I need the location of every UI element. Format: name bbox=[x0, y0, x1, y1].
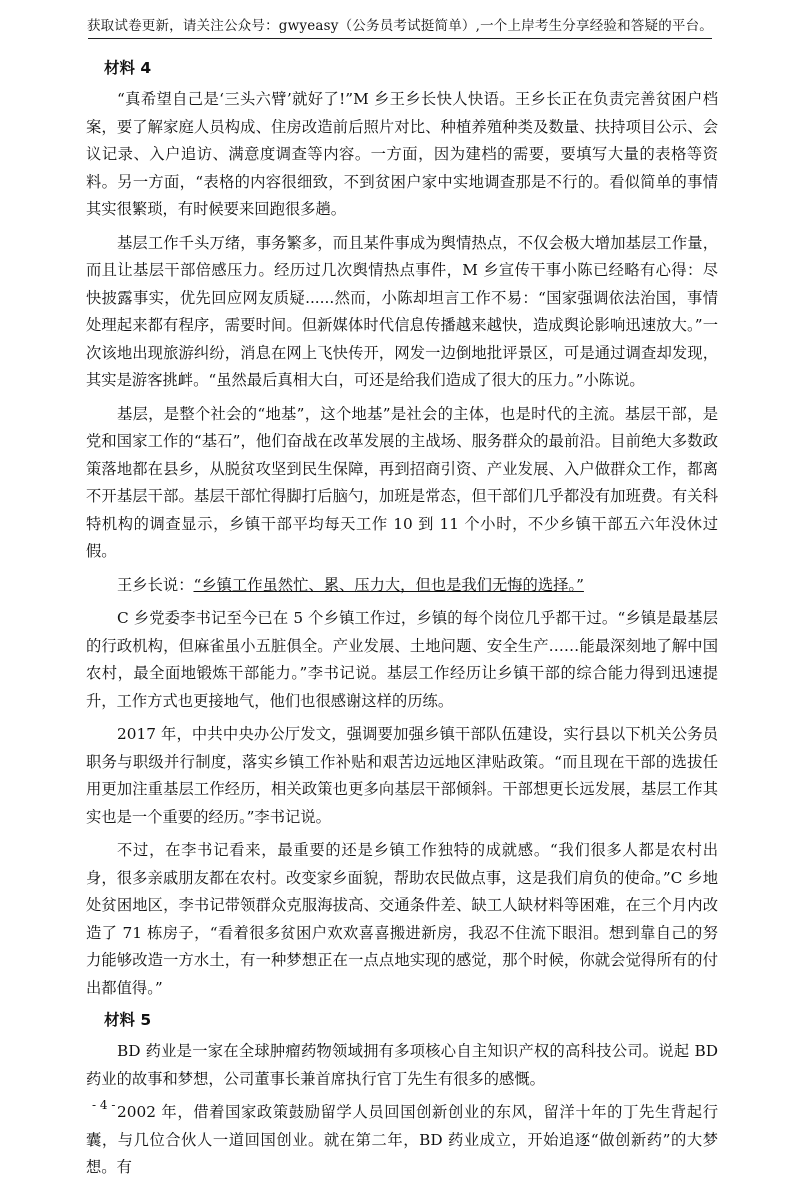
quote-prefix: 王乡长说： bbox=[117, 575, 194, 594]
paragraph: C 乡党委李书记至今已在 5 个乡镇工作过，乡镇的每个岗位几乎都干过。“乡镇是最基层的行政机构，但麻雀虽小五脏俱全。产业发展、土地问题、安全生产……能最深刻地了解中国农村，最全面地锻炼干部能力。”李书记说。基层工作经历让乡镇干部的综合能力得到迅速提升，工作方式也更接地气，他们也很感谢这样的历练。 bbox=[86, 609, 718, 710]
page-header: 获取试卷更新，请关注公众号：gwyeasy（公务员考试挺简单）,一个上岸考生分享经验和答疑的平台。 bbox=[86, 18, 713, 34]
paragraph: “真希望自己是‘三头六臂’就好了!”M 乡王乡长快人快语。王乡长正在负责完善贫困户档案，要了解家庭人员构成、住房改造前后照片对比、种植养殖种类及数量、扶持项目公示、会议记录、入户追访、满意度调查等内容。一方面，因为建档的需要，要填写大量的表格等资料。另一方面，“表格的内容很细致，不到贫困户家中实地调查那是不行的。看似简单的事情其实很繁琐，有时候要来回跑很多趟。 bbox=[86, 90, 718, 218]
paragraph: 2002 年，借着国家政策鼓励留学人员回国创新创业的东风，留洋十年的丁先生背起行囊，与几位合伙人一道回国创业。就在第二年，BD 药业成立，开始追逐“做创新药”的大梦想。有 bbox=[86, 1103, 718, 1176]
material-5-title: 材料 5 bbox=[104, 1011, 152, 1029]
paragraph: BD 药业是一家在全球肿瘤药物领域拥有多项核心自主知识产权的高科技公司。说起 BD 药业的故事和梦想，公司董事长兼首席执行官丁先生有很多的感慨。 bbox=[86, 1042, 718, 1088]
paragraph: 基层工作千头万绪，事务繁多，而且某件事成为舆情热点，不仅会极大增加基层工作量，而且让基层干部倍感压力。经历过几次舆情热点事件，M 乡宣传干事小陈已经略有心得：尽快披露事实，优先回应网友质疑......然而，小陈却坦言工作不易：“国家强调依法治国，事情处理起来都有程序，需要时间。但新媒体时代信息传播越来越快，造成舆论影响迅速放大。”一次该地出现旅游纠纷，消息在网上飞快传开，网发一边倒地批评景区，可是通过调查却发现，其实是游客挑衅。“虽然最后真相大白，可还是给我们造成了很大的压力。”小陈说。 bbox=[86, 233, 718, 389]
underlined-quote: “乡镇工作虽然忙、累、压力大，但也是我们无悔的选择。” bbox=[193, 575, 584, 594]
material-4-title: 材料 4 bbox=[104, 59, 152, 77]
paragraph: 2017 年，中共中央办公厅发文，强调要加强乡镇干部队伍建设，实行县以下机关公务员职务与职级并行制度，落实乡镇工作补贴和艰苦边远地区津贴政策。“而且现在干部的选拔任用更加注重基层工作经历，相关政策也更多向基层干部倾斜。干部想更长远发展，基层工作其实也是一个重要的经历。”李书记说。 bbox=[86, 725, 718, 826]
paragraph: 不过，在李书记看来，最重要的还是乡镇工作独特的成就感。“我们很多人都是农村出身，很多亲戚朋友都在农村。改变家乡面貌，帮助农民做点事，这是我们肩负的使命。”C 乡地处贫困地区，李书记带领群众克服海拔高、交通条件差、缺工人缺材料等困难，在三个月内改造了 71 栋房子，“看着很多贫困户欢欢喜喜搬进新房，我忍不住流下眼泪。想到靠自己的努力能够改造一方水土，有一种梦想正在一点点地实现的感觉，那个时候，你就会觉得所有的付出都值得。” bbox=[86, 841, 718, 997]
quote-paragraph bbox=[86, 572, 718, 600]
document-body bbox=[86, 50, 718, 1188]
header-divider bbox=[88, 38, 712, 39]
page-number: - 4 - bbox=[92, 1098, 116, 1112]
paragraph: 基层，是整个社会的“地基”，这个地基”是社会的主体，也是时代的主流。基层干部，是党和国家工作的“基石”，他们奋战在改革发展的主战场、服务群众的最前沿。目前绝大多数政策落地都在县乡，从脱贫攻坚到民生保障，再到招商引资、产业发展、入户做群众工作，都离不开基层干部。基层干部忙得脚打后脑勺，加班是常态，但干部们几乎都没有加班费。有关科特机构的调查显示，乡镇干部平均每天工作 10 到 11 个小时，不少乡镇干部五六年没休过假。 bbox=[86, 404, 718, 560]
